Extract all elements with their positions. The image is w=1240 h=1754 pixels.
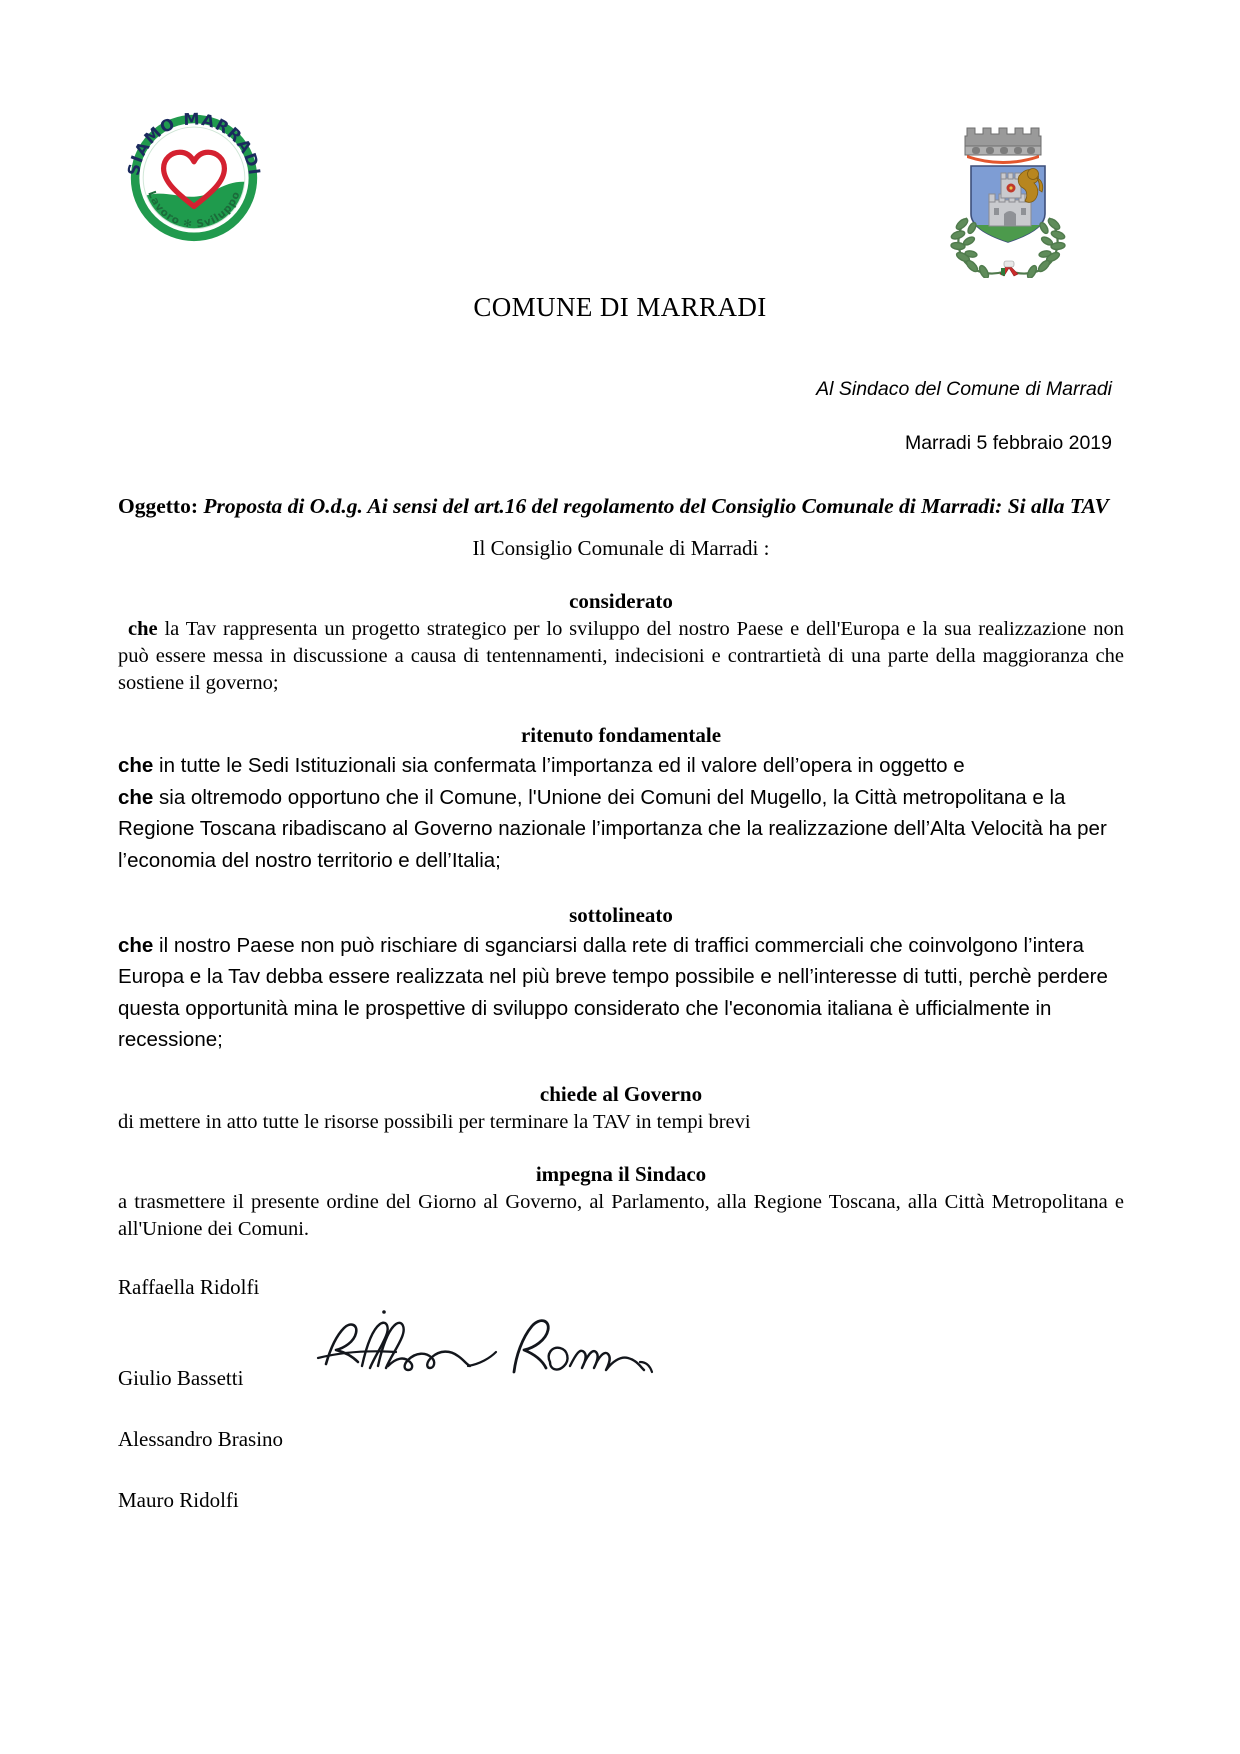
signatory-name: Raffaella Ridolfi [118,1275,260,1299]
page-title: COMUNE DI MARRADI [473,292,767,322]
tricolor-ribbon [1000,261,1018,276]
section-considerato [118,589,1124,698]
section-sottolineato [118,903,1124,1056]
siamo-marradi-logo [118,100,270,252]
mural-crown [965,128,1041,164]
paragraph-text: il nostro Paese non può rischiare di sganciarsi dalla rete di traffici commerciali che coinvolgono l’intera Europa e la Tav debba essere realizzata nel più breve tempo possibile e nell’interesse di tutti, perchè perdere questa opportunità mina le prospettive di sviluppo considerato che l'economia italiana è ufficialmente in recessione; [118,933,1108,1052]
section-heading: considerato [569,588,673,613]
section-paragraph [118,930,1124,1056]
addressee-line: Al Sindaco del Comune di Marradi [816,378,1112,400]
paragraph-text: la Tav rappresenta un progetto strategico per lo sviluppo del nostro Paese e dell'Europa e la sua realizzazione non può essere messa in discussione a causa di tentennamenti, indecisioni e contrartietà di una parte della maggioranza che sostiene il governo; [118,617,1124,695]
paragraph-lead: che [118,933,154,957]
paragraph-lead: che [118,785,154,809]
paragraph-text: sia oltremodo opportuno che il Comune, l'Unione dei Comuni del Mugello, la Città metropolitana e la Regione Toscana ribadiscano al Governo nazionale l’importanza che la realizzazione dell’Alta Velocità ha per l’economia del nostro territorio e dell’Italia; [118,785,1107,872]
section-heading: sottolineato [569,902,673,927]
signature-block [118,1275,1124,1513]
section-paragraph [118,616,1124,698]
signatory-name: Mauro Ridolfi [118,1488,239,1512]
section-heading: impegna il Sindaco [535,1162,707,1187]
signatory-name: Giulio Bassetti [118,1366,244,1390]
section-impegna-il-sindaco [118,1162,1124,1244]
comune-di-marradi-coat-of-arms [945,118,1075,278]
section-paragraph [118,750,1124,782]
section-heading: chiede al Governo [539,1081,703,1106]
subject-label: Oggetto: [118,494,198,518]
section-ritenuto-fondamentale [118,723,1124,876]
paragraph-text: in tutte le Sedi Istituzionali sia confermata l’importanza ed il valore dell’opera in oggetto e [153,754,965,778]
section-paragraph: di mettere in atto tutte le risorse possibili per terminare la TAV in tempi brevi [118,1110,751,1133]
svg-text:SIAMO MARRADI: SIAMO MARRADI [123,109,264,177]
shield [969,166,1049,247]
signatory-name: Alessandro Brasino [118,1427,284,1451]
svg-text:Lavoro ✻ Sviluppo: Lavoro ✻ Sviluppo [145,189,243,231]
paragraph-lead: che [118,754,154,778]
section-paragraph [118,782,1124,877]
section-chiede-al-governo [118,1082,1124,1136]
date-line: Marradi 5 febbraio 2019 [904,432,1112,454]
paragraph-lead: che [128,617,158,640]
document-body [118,492,1124,1244]
subject-value: Proposta di O.d.g. Ai sensi del art.16 del regolamento del Consiglio Comunale di Marradi: Si alla TAV [203,494,1109,518]
section-heading: ritenuto fondamentale [520,723,722,748]
preamble-line: Il Consiglio Comunale di Marradi : [472,536,770,561]
section-paragraph: a trasmettere il presente ordine del Giorno al Governo, al Parlamento, alla Regione Toscana, alla Città Metropolitana e all'Unione dei Comuni. [118,1191,1124,1241]
subject-line [118,492,1124,521]
